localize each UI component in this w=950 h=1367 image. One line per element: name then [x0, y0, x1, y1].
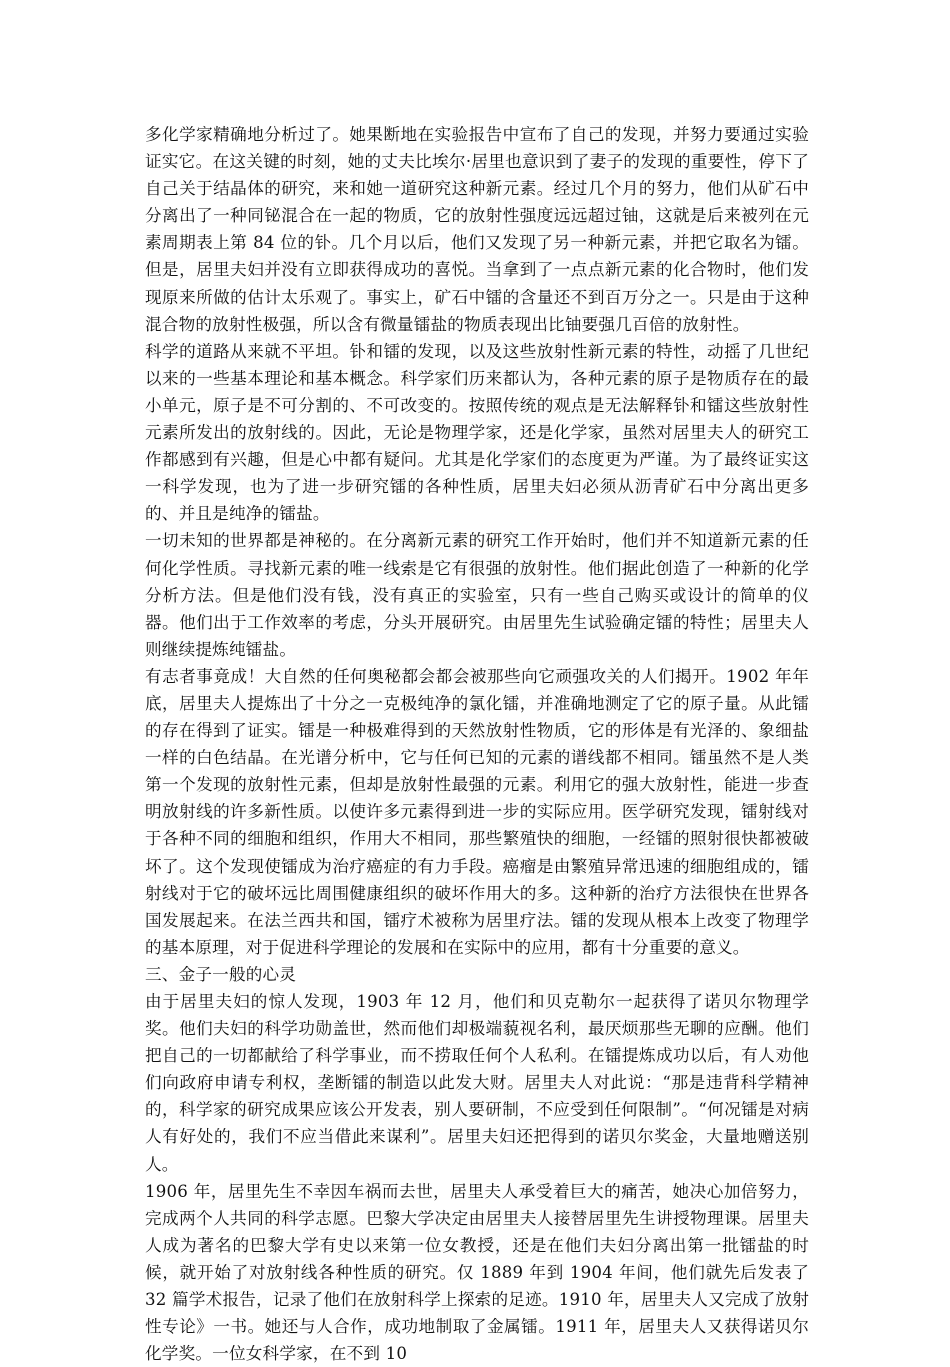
- document-page: [145, 121, 809, 1367]
- paragraph: 由于居里夫妇的惊人发现，1903 年 12 月，他们和贝克勒尔一起获得了诺贝尔物理学奖。他们夫妇的科学功勋盖世，然而他们却极端藐视名利，最厌烦那些无聊的应酬。他们把自己的一切都献给了科学事业，而不捞取任何个人私利。在镭提炼成功以后，有人劝他们向政府申请专利权，垄断镭的制造以此发大财。居里夫人对此说：“那是违背科学精神的，科学家的研究成果应该公开发表，别人要研制，不应受到任何限制”。“何况镭是对病人有好处的，我们不应当借此来谋利”。居里夫妇还把得到的诺贝尔奖金，大量地赠送别人。: [145, 992, 809, 1174]
- paragraph: 一切未知的世界都是神秘的。在分离新元素的研究工作开始时，他们并不知道新元素的任何化学性质。寻找新元素的唯一线索是它有很强的放射性。他们据此创造了一种新的化学分析方法。但是他们没有钱，没有真正的实验室，只有一些自己购买或设计的简单的仪器。他们出于工作效率的考虑，分头开展研究。由居里先生试验确定镭的特性；居里夫人则继续提炼纯镭盐。: [145, 531, 809, 659]
- paragraph: 有志者事竟成！大自然的任何奥秘都会都会被那些向它顽强攻关的人们揭开。1902 年年底，居里夫人提炼出了十分之一克极纯净的氯化镭，并准确地测定了它的原子量。从此镭的存在得到了证实。镭是一种极难得到的天然放射性物质，它的形体是有光泽的、象细盐一样的白色结晶。在光谱分析中，它与任何已知的元素的谱线都不相同。镭虽然不是人类第一个发现的放射性元素，但却是放射性最强的元素。利用它的强大放射性，能进一步查明放射线的许多新性质。以使许多元素得到进一步的实际应用。医学研究发现，镭射线对于各种不同的细胞和组织，作用大不相同，那些繁殖快的细胞，一经镭的照射很快都被破坏了。这个发现使镭成为治疗癌症的有力手段。癌瘤是由繁殖异常迅速的细胞组成的，镭射线对于它的破坏远比周围健康组织的破坏作用大的多。这种新的治疗方法很快在世界各国发展起来。在法兰西共和国，镭疗术被称为居里疗法。镭的发现从根本上改变了物理学的基本原理，对于促进科学理论的发展和在实际中的应用，都有十分重要的意义。: [145, 666, 809, 957]
- paragraph: 1906 年，居里先生不幸因车祸而去世，居里夫人承受着巨大的痛苦，她决心加倍努力，完成两个人共同的科学志愿。巴黎大学决定由居里夫人接替居里先生讲授物理课。居里夫人成为著名的巴黎大学有史以来第一位女教授，还是在他们夫妇分离出第一批镭盐的时候，就开始了对放射线各种性质的研究。仅 1889 年到 1904 年间，他们就先后发表了 32 篇学术报告，记录了他们在放射科学上探索的足迹。1910 年，居里夫人又完成了放射性专论》一书。她还与人合作，成功地制取了金属镭。1911 年，居里夫人又获得诺贝尔化学奖。一位女科学家，在不到 10: [145, 1181, 809, 1364]
- paragraph: 多化学家精确地分析过了。她果断地在实验报告中宣布了自己的发现，并努力要通过实验证实它。在这关键的时刻，她的丈夫比埃尔·居里也意识到了妻子的发现的重要性，停下了自己关于结晶体的研究，来和她一道研究这种新元素。经过几个月的努力，他们从矿石中分离出了一种同铋混合在一起的物质，它的放射性强度远远超过铀，这就是后来被列在元素周期表上第 84 位的钋。几个月以后，他们又发现了另一种新元素，并把它取名为镭。但是，居里夫妇并没有立即获得成功的喜悦。当拿到了一点点新元素的化合物时，他们发现原来所做的估计太乐观了。事实上，矿石中镭的含量还不到百万分之一。只是由于这种混合物的放射性极强，所以含有微量镭盐的物质表现出比铀要强几百倍的放射性。: [145, 125, 809, 334]
- section-heading: 三、金子一般的心灵: [145, 964, 297, 984]
- paragraph: 科学的道路从来就不平坦。钋和镭的发现，以及这些放射性新元素的特性，动摇了几世纪以来的一些基本理论和基本概念。科学家们历来都认为，各种元素的原子是物质存在的最小单元，原子是不可分割的、不可改变的。按照传统的观点是无法解释钋和镭这些放射性元素所发出的放射线的。因此，无论是物理学家，还是化学家，虽然对居里夫人的研究工作都感到有兴趣，但是心中都有疑问。尤其是化学家们的态度更为严谨。为了最终证实这一科学发现，也为了进一步研究镭的各种性质，居里夫妇必须从沥青矿石中分离出更多的、并且是纯净的镭盐。: [145, 341, 809, 524]
